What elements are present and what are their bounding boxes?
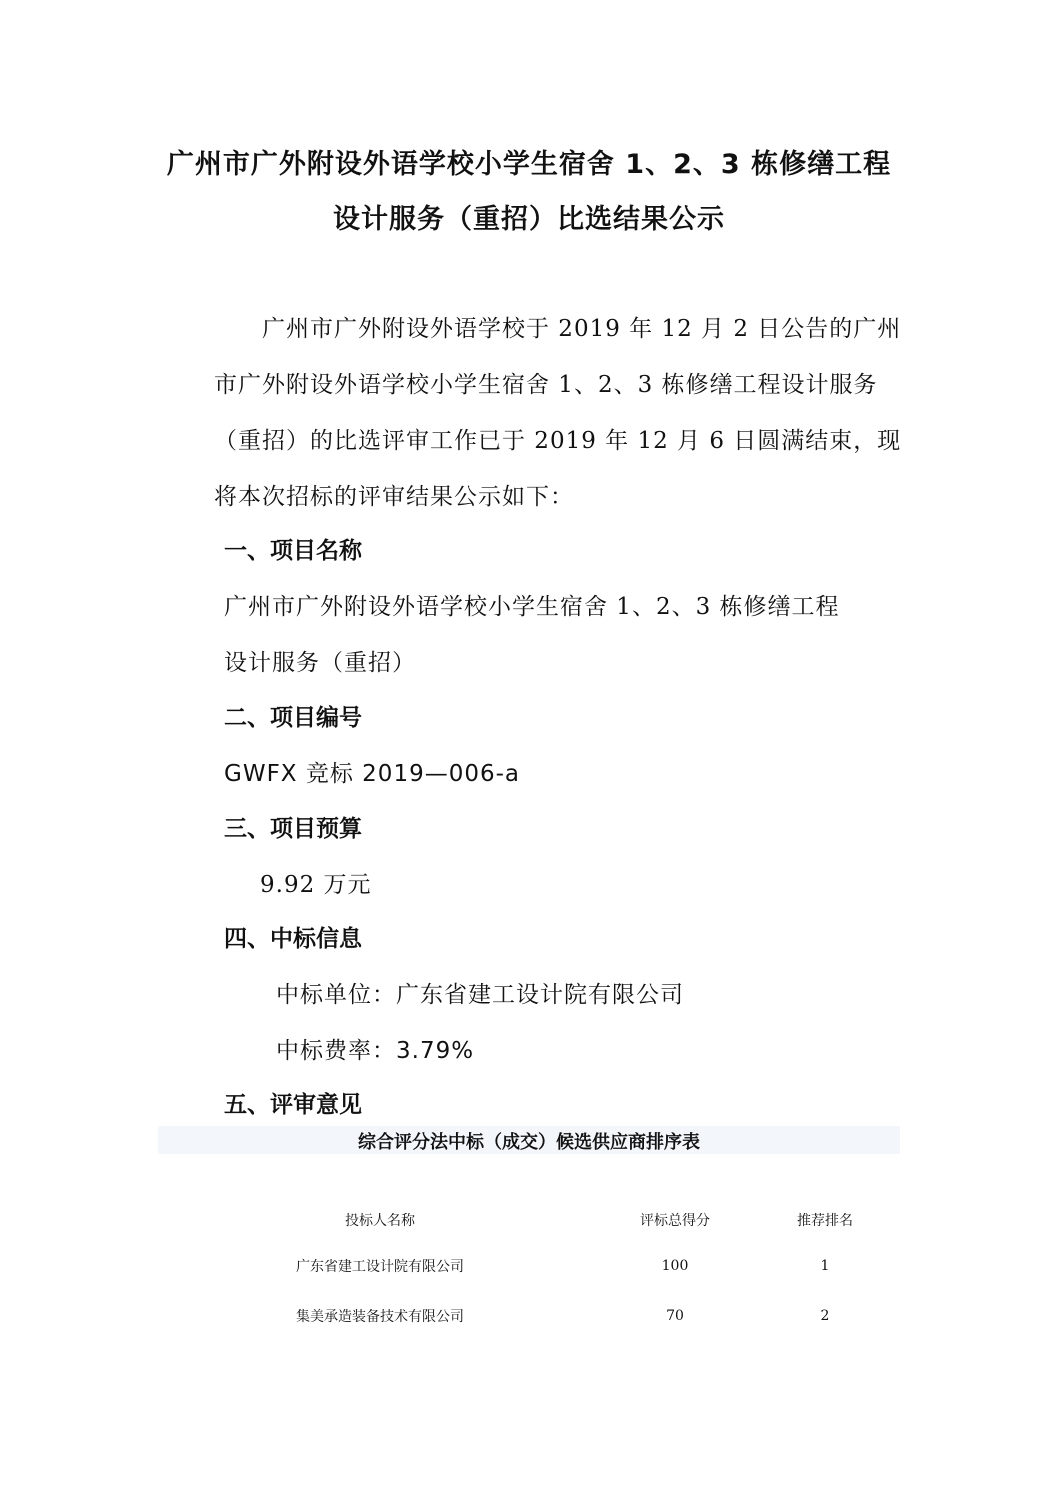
table-row-1-bidder: 广东省建工设计院有限公司 — [296, 1259, 464, 1275]
project-budget: 9.92 万元 — [260, 872, 372, 898]
section-3-heading: 三、项目预算 — [224, 816, 362, 842]
section-4-heading: 四、中标信息 — [224, 926, 362, 952]
intro-line-4: 将本次招标的评审结果公示如下： — [214, 484, 574, 510]
table-row-2-rank: 2 — [820, 1308, 830, 1324]
section-5-heading: 五、评审意见 — [224, 1092, 362, 1118]
winning-unit-label: 中标单位： — [276, 982, 396, 1008]
document-title-line-1: 广州市广外附设外语学校小学生宿舍 1、2、3 栋修缮工程 — [166, 149, 892, 180]
table-row-1-rank: 1 — [820, 1258, 830, 1274]
section-2-heading: 二、项目编号 — [224, 705, 362, 731]
project-number: GWFX 竞标 2019—006-a — [224, 761, 520, 787]
document-title-line-2: 设计服务（重招）比选结果公示 — [333, 204, 725, 235]
section-1-heading: 一、项目名称 — [224, 538, 362, 564]
table-row-2-score: 70 — [666, 1308, 684, 1324]
intro-line-1: 广州市广外附设外语学校于 2019 年 12 月 2 日公告的广州 — [262, 316, 902, 342]
intro-line-2: 市广外附设外语学校小学生宿舍 1、2、3 栋修缮工程设计服务 — [214, 372, 878, 398]
table-row-2-bidder: 集美承造装备技术有限公司 — [296, 1309, 464, 1325]
table-header-rank: 推荐排名 — [797, 1213, 853, 1229]
winning-unit-row — [276, 976, 684, 1009]
winning-rate-row — [276, 1032, 474, 1065]
table-header-bidder: 投标人名称 — [345, 1213, 415, 1229]
project-name-line-2: 设计服务（重招） — [224, 650, 416, 676]
table-header-score: 评标总得分 — [640, 1213, 710, 1229]
winning-rate-value: 3.79% — [396, 1038, 475, 1064]
table-row-1-score: 100 — [661, 1258, 689, 1274]
winning-rate-label: 中标费率： — [276, 1038, 396, 1064]
ranking-table-title: 综合评分法中标（成交）候选供应商排序表 — [358, 1132, 700, 1153]
intro-line-3: （重招）的比选评审工作已于 2019 年 12 月 6 日圆满结束，现 — [214, 428, 902, 454]
project-name-line-1: 广州市广外附设外语学校小学生宿舍 1、2、3 栋修缮工程 — [224, 594, 840, 620]
winning-unit-value: 广东省建工设计院有限公司 — [396, 982, 684, 1008]
